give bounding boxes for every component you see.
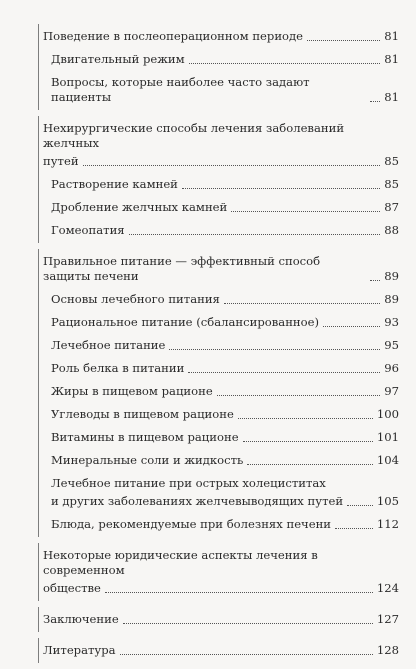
leader-dots (182, 188, 380, 189)
toc-subentry (39, 356, 399, 379)
toc-subentry (39, 218, 399, 241)
table-of-contents (38, 24, 399, 669)
leader-dots (105, 592, 373, 593)
toc-entry-title: Основы лечебного питания (51, 292, 220, 306)
leader-dots (307, 40, 380, 41)
toc-entry-title: Блюда, рекомендуемые при болезнях печени (51, 517, 332, 531)
toc-entry-page: 105 (376, 494, 399, 508)
toc-entry-title: Жиры в пищевом рационе (51, 384, 213, 398)
toc-entry (39, 607, 399, 630)
toc-entry-line1 (39, 116, 399, 154)
leader-dots (238, 418, 373, 419)
toc-subentry (39, 287, 399, 310)
toc-entry-page: 101 (376, 430, 399, 444)
toc-entry-page: 96 (384, 361, 399, 375)
toc-entry-title-cont: путей (43, 154, 79, 168)
leader-dots (224, 303, 380, 304)
toc-entry-title: Поведение в послеоперационном периоде (43, 29, 304, 43)
toc-subentry (39, 494, 399, 512)
toc-subentry (39, 379, 399, 402)
toc-entry-page: 100 (376, 407, 399, 421)
toc-entry-page: 81 (384, 29, 399, 43)
toc-section (38, 24, 399, 110)
leader-dots (83, 165, 381, 166)
leader-dots (123, 623, 373, 624)
toc-subentry (39, 195, 399, 218)
toc-section (38, 607, 399, 632)
toc-entry-title: Лечебное питание (51, 338, 166, 352)
toc-entry-page: 128 (376, 643, 399, 657)
toc-subentry (39, 47, 399, 70)
toc-section (38, 249, 399, 537)
toc-entry-title: Растворение камней (51, 177, 178, 191)
toc-entry-title: Нехирургические способы лечения заболеваний желчных (43, 121, 345, 150)
toc-entry-page: 85 (384, 177, 399, 191)
toc-subentry-line1 (39, 471, 399, 494)
toc-entry-title: Рациональное питание (сбалансированное) (51, 315, 320, 329)
leader-dots (217, 395, 381, 396)
toc-entry-page: 124 (376, 581, 399, 595)
toc-entry (39, 249, 399, 287)
leader-dots (231, 211, 380, 212)
toc-entry-page: 127 (376, 612, 399, 626)
leader-dots (120, 654, 373, 655)
toc-entry-title: Некоторые юридические аспекты лечения в современном (43, 548, 318, 577)
toc-entry-page: 97 (384, 384, 399, 398)
toc-entry-page: 87 (384, 200, 399, 214)
leader-dots (129, 234, 381, 235)
toc-subentry (39, 172, 399, 195)
toc-entry-page: 93 (384, 315, 399, 329)
leader-dots (370, 101, 380, 102)
toc-entry-page: 81 (384, 90, 399, 104)
toc-entry-title: Двигательный режим (51, 52, 185, 66)
toc-entry-title: Дробление желчных камней (51, 200, 228, 214)
toc-section (38, 116, 399, 243)
toc-entry-page: 104 (376, 453, 399, 467)
toc-entry-title: Минеральные соли и жидкость (51, 453, 244, 467)
toc-subentry (39, 512, 399, 535)
toc-entry-page: 81 (384, 52, 399, 66)
leader-dots (189, 63, 381, 64)
toc-entry-title: Заключение (43, 612, 119, 626)
toc-entry-title: Роль белка в питании (51, 361, 185, 375)
toc-subentry (39, 310, 399, 333)
leader-dots (169, 349, 380, 350)
toc-section (38, 638, 399, 663)
toc-entry-page: 85 (384, 154, 399, 168)
toc-entry-title: Литература (43, 643, 116, 657)
toc-entry-page: 89 (384, 292, 399, 306)
toc-entry-title-cont: и других заболеваниях желчевыводящих путей (51, 494, 344, 508)
toc-entry-title: Правильное питание — эффективный способ защиты печени (43, 254, 321, 283)
leader-dots (323, 326, 380, 327)
toc-entry (39, 154, 399, 172)
toc-entry (39, 24, 399, 47)
toc-entry-page: 89 (384, 269, 399, 283)
leader-dots (247, 464, 373, 465)
toc-entry-line1 (39, 543, 399, 581)
toc-entry-title: Углеводы в пищевом рационе (51, 407, 234, 421)
toc-entry-page: 95 (384, 338, 399, 352)
toc-subentry (39, 425, 399, 448)
toc-subentry (39, 448, 399, 471)
toc-subentry (39, 333, 399, 356)
leader-dots (347, 505, 373, 506)
leader-dots (243, 441, 373, 442)
toc-entry (39, 581, 399, 599)
toc-entry (39, 638, 399, 661)
toc-subentry (39, 70, 399, 108)
leader-dots (188, 372, 380, 373)
toc-subentry (39, 402, 399, 425)
toc-entry-page: 112 (376, 517, 399, 531)
leader-dots (335, 528, 373, 529)
toc-entry-title: Витамины в пищевом рационе (51, 430, 239, 444)
leader-dots (370, 280, 380, 281)
toc-section (38, 543, 399, 601)
toc-entry-page: 88 (384, 223, 399, 237)
toc-entry-title: Гомеопатия (51, 223, 125, 237)
toc-entry-title: Лечебное питание при острых холециститах (51, 476, 326, 490)
toc-entry-title-cont: обществе (43, 581, 101, 595)
toc-entry-title: Вопросы, которые наиболее часто задают пациенты (51, 75, 310, 104)
